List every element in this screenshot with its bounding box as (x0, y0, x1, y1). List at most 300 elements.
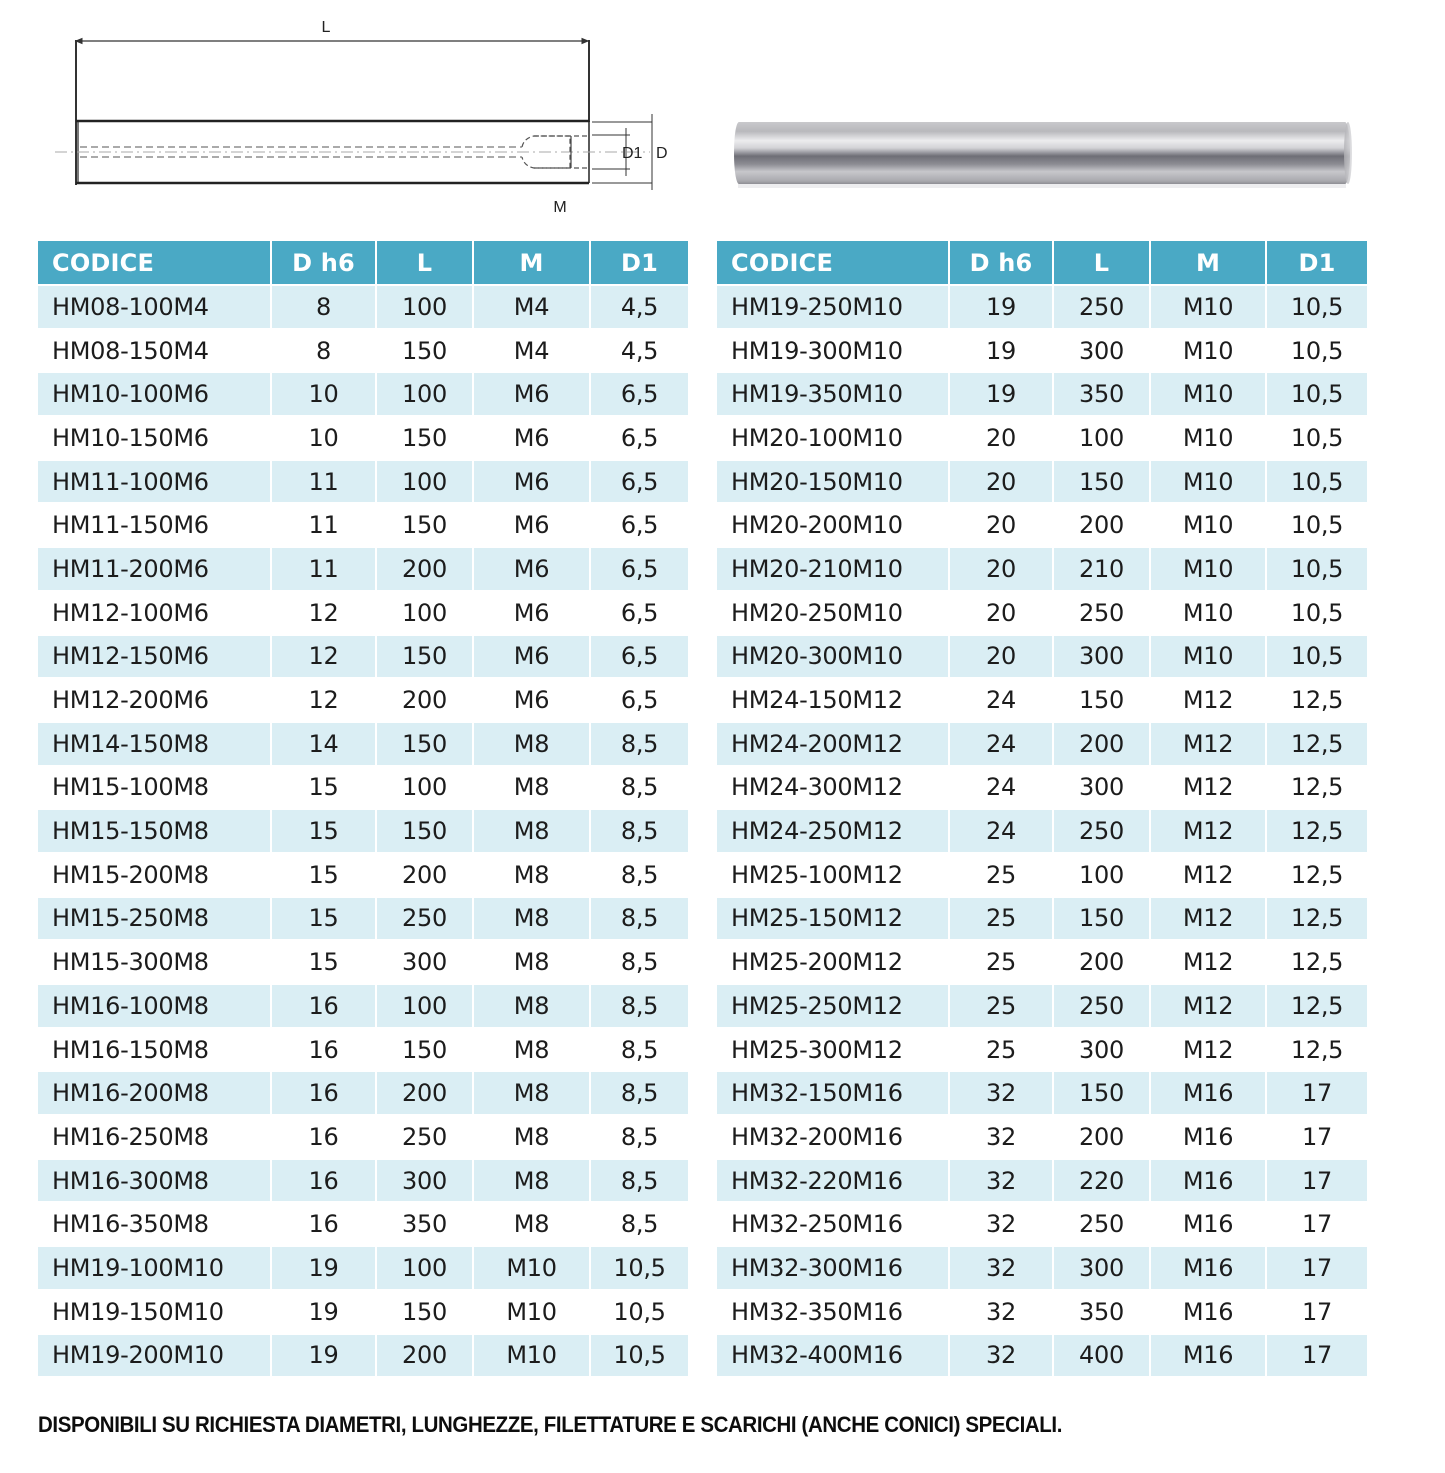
cell-diameter: 20 (950, 548, 1054, 592)
table-row (38, 1029, 688, 1073)
table-header-row (717, 241, 1367, 286)
cell-codice: HM11-100M6 (38, 461, 272, 505)
cell-diameter: 16 (272, 1029, 377, 1073)
cell-length: 200 (377, 854, 474, 898)
cell-thread: M8 (474, 985, 591, 1029)
cell-codice: HM08-100M4 (38, 286, 272, 330)
cell-codice: HM24-200M12 (717, 723, 950, 767)
cell-codice: HM19-250M10 (717, 286, 950, 330)
cell-inner-diameter: 17 (1267, 1291, 1367, 1335)
cell-inner-diameter: 8,5 (591, 810, 688, 854)
cell-diameter: 24 (950, 679, 1054, 723)
cell-length: 100 (377, 985, 474, 1029)
cell-diameter: 19 (950, 286, 1054, 330)
cell-inner-diameter: 10,5 (1267, 373, 1367, 417)
cell-length: 150 (377, 1291, 474, 1335)
cell-length: 300 (1054, 330, 1151, 374)
cell-inner-diameter: 10,5 (591, 1247, 688, 1291)
cell-codice: HM20-210M10 (717, 548, 950, 592)
label-inner-diameter: D1 (622, 145, 643, 162)
cell-thread: M12 (1151, 679, 1267, 723)
cell-codice: HM16-100M8 (38, 985, 272, 1029)
cell-codice: HM19-200M10 (38, 1335, 272, 1379)
table-row (717, 548, 1367, 592)
table-header-row (38, 241, 688, 286)
cell-diameter: 19 (950, 373, 1054, 417)
cell-thread: M8 (474, 1072, 591, 1116)
cell-length: 200 (377, 1335, 474, 1379)
cell-codice: HM32-200M16 (717, 1116, 950, 1160)
table-row (38, 417, 688, 461)
cell-length: 250 (1054, 810, 1151, 854)
cell-inner-diameter: 8,5 (591, 1116, 688, 1160)
cell-thread: M8 (474, 1203, 591, 1247)
cell-diameter: 32 (950, 1160, 1054, 1204)
cell-codice: HM11-150M6 (38, 504, 272, 548)
cell-inner-diameter: 6,5 (591, 461, 688, 505)
cell-codice: HM16-200M8 (38, 1072, 272, 1116)
cell-thread: M10 (1151, 461, 1267, 505)
cell-diameter: 16 (272, 985, 377, 1029)
table-row (717, 723, 1367, 767)
cell-inner-diameter: 10,5 (1267, 636, 1367, 680)
cell-diameter: 16 (272, 1072, 377, 1116)
table-row (38, 636, 688, 680)
label-diameter: D (656, 145, 668, 162)
table-row (717, 679, 1367, 723)
cell-inner-diameter: 12,5 (1267, 679, 1367, 723)
cell-inner-diameter: 10,5 (1267, 592, 1367, 636)
length-dimension (76, 39, 589, 186)
cell-codice: HM15-100M8 (38, 767, 272, 811)
table-row (717, 1116, 1367, 1160)
cell-thread: M8 (474, 1160, 591, 1204)
cell-thread: M10 (1151, 373, 1267, 417)
table-row (38, 941, 688, 985)
cell-thread: M10 (1151, 330, 1267, 374)
cell-thread: M4 (474, 330, 591, 374)
cell-diameter: 10 (272, 417, 377, 461)
cell-diameter: 25 (950, 1029, 1054, 1073)
cell-length: 210 (1054, 548, 1151, 592)
cell-inner-diameter: 10,5 (1267, 286, 1367, 330)
cell-diameter: 32 (950, 1291, 1054, 1335)
cell-length: 300 (1054, 767, 1151, 811)
cell-thread: M10 (1151, 592, 1267, 636)
cell-thread: M12 (1151, 898, 1267, 942)
table-row (38, 1247, 688, 1291)
cell-length: 150 (1054, 898, 1151, 942)
cell-thread: M10 (1151, 286, 1267, 330)
cell-thread: M10 (474, 1291, 591, 1335)
table-row (717, 636, 1367, 680)
table-row (717, 417, 1367, 461)
cell-diameter: 19 (950, 330, 1054, 374)
table-row (38, 810, 688, 854)
cell-codice: HM15-200M8 (38, 854, 272, 898)
cell-length: 200 (377, 1072, 474, 1116)
cell-length: 300 (1054, 636, 1151, 680)
cell-inner-diameter: 10,5 (591, 1291, 688, 1335)
cell-diameter: 19 (272, 1247, 377, 1291)
cell-length: 150 (377, 723, 474, 767)
cell-length: 350 (1054, 373, 1151, 417)
cell-thread: M10 (474, 1335, 591, 1379)
cell-inner-diameter: 4,5 (591, 330, 688, 374)
cell-length: 300 (377, 941, 474, 985)
cell-thread: M16 (1151, 1072, 1267, 1116)
cell-thread: M6 (474, 504, 591, 548)
cell-diameter: 12 (272, 636, 377, 680)
cell-codice: HM15-150M8 (38, 810, 272, 854)
cell-diameter: 15 (272, 854, 377, 898)
cell-inner-diameter: 12,5 (1267, 941, 1367, 985)
table-row (38, 373, 688, 417)
table-row (38, 1203, 688, 1247)
table-row (38, 286, 688, 330)
table-row (38, 1072, 688, 1116)
cell-length: 250 (377, 1116, 474, 1160)
table-row (717, 286, 1367, 330)
cell-inner-diameter: 12,5 (1267, 767, 1367, 811)
cell-thread: M10 (1151, 504, 1267, 548)
cell-length: 150 (377, 636, 474, 680)
cell-diameter: 16 (272, 1160, 377, 1204)
cell-diameter: 20 (950, 592, 1054, 636)
cell-diameter: 11 (272, 461, 377, 505)
table-row (717, 767, 1367, 811)
cell-diameter: 15 (272, 898, 377, 942)
cell-inner-diameter: 6,5 (591, 373, 688, 417)
footer-note: DISPONIBILI SU RICHIESTA DIAMETRI, LUNGHEZZE, FILETTATURE E SCARICHI (ANCHE CONICI) SPECIALI. (38, 1412, 1063, 1437)
cell-thread: M12 (1151, 723, 1267, 767)
cell-thread: M10 (474, 1247, 591, 1291)
cell-thread: M8 (474, 723, 591, 767)
cell-length: 250 (1054, 286, 1151, 330)
cell-length: 250 (1054, 1203, 1151, 1247)
cell-thread: M6 (474, 417, 591, 461)
cell-inner-diameter: 12,5 (1267, 810, 1367, 854)
cell-diameter: 20 (950, 417, 1054, 461)
cell-inner-diameter: 12,5 (1267, 854, 1367, 898)
cell-codice: HM25-100M12 (717, 854, 950, 898)
cell-thread: M6 (474, 461, 591, 505)
cell-thread: M16 (1151, 1116, 1267, 1160)
cell-codice: HM20-250M10 (717, 592, 950, 636)
header-length: L (1054, 241, 1151, 286)
header-diameter: D h6 (950, 241, 1054, 286)
cell-diameter: 20 (950, 636, 1054, 680)
cell-inner-diameter: 4,5 (591, 286, 688, 330)
cell-inner-diameter: 6,5 (591, 548, 688, 592)
cell-inner-diameter: 12,5 (1267, 1029, 1367, 1073)
header-diameter: D h6 (272, 241, 377, 286)
cell-diameter: 12 (272, 592, 377, 636)
header-thread: M (1151, 241, 1267, 286)
cell-inner-diameter: 6,5 (591, 636, 688, 680)
cell-diameter: 32 (950, 1203, 1054, 1247)
cell-diameter: 15 (272, 810, 377, 854)
cell-diameter: 24 (950, 723, 1054, 767)
table-row (717, 504, 1367, 548)
cell-inner-diameter: 17 (1267, 1160, 1367, 1204)
cell-thread: M6 (474, 548, 591, 592)
cell-inner-diameter: 10,5 (1267, 417, 1367, 461)
header-codice: CODICE (38, 241, 272, 286)
cell-inner-diameter: 6,5 (591, 417, 688, 461)
header-thread: M (474, 241, 591, 286)
cell-inner-diameter: 10,5 (1267, 461, 1367, 505)
table-row (38, 767, 688, 811)
cell-inner-diameter: 10,5 (1267, 504, 1367, 548)
table-row (38, 548, 688, 592)
cell-diameter: 8 (272, 286, 377, 330)
table-row (717, 1247, 1367, 1291)
cell-length: 100 (377, 373, 474, 417)
header-inner-diameter: D1 (591, 241, 688, 286)
table-row (717, 1029, 1367, 1073)
cell-codice: HM11-200M6 (38, 548, 272, 592)
cell-diameter: 20 (950, 461, 1054, 505)
cell-codice: HM12-150M6 (38, 636, 272, 680)
cell-codice: HM32-250M16 (717, 1203, 950, 1247)
cell-codice: HM16-250M8 (38, 1116, 272, 1160)
cell-length: 150 (1054, 461, 1151, 505)
header-codice: CODICE (717, 241, 950, 286)
cell-thread: M10 (1151, 417, 1267, 461)
cell-inner-diameter: 8,5 (591, 854, 688, 898)
cell-diameter: 8 (272, 330, 377, 374)
cell-codice: HM32-400M16 (717, 1335, 950, 1379)
cell-thread: M12 (1151, 1029, 1267, 1073)
cell-length: 200 (377, 548, 474, 592)
cell-inner-diameter: 17 (1267, 1247, 1367, 1291)
cell-length: 150 (377, 810, 474, 854)
cell-thread: M16 (1151, 1203, 1267, 1247)
cell-diameter: 19 (272, 1291, 377, 1335)
table-row (717, 461, 1367, 505)
cell-codice: HM20-150M10 (717, 461, 950, 505)
cell-codice: HM12-200M6 (38, 679, 272, 723)
cell-length: 100 (377, 1247, 474, 1291)
cell-thread: M10 (1151, 548, 1267, 592)
cell-inner-diameter: 6,5 (591, 592, 688, 636)
cell-inner-diameter: 17 (1267, 1072, 1367, 1116)
cell-diameter: 14 (272, 723, 377, 767)
cell-codice: HM12-100M6 (38, 592, 272, 636)
table-row (38, 504, 688, 548)
table-row (38, 985, 688, 1029)
cell-codice: HM25-200M12 (717, 941, 950, 985)
cell-length: 200 (1054, 1116, 1151, 1160)
cell-diameter: 11 (272, 504, 377, 548)
cell-thread: M8 (474, 810, 591, 854)
table-row (717, 1335, 1367, 1379)
cell-diameter: 19 (272, 1335, 377, 1379)
cell-length: 150 (1054, 679, 1151, 723)
table-row (717, 1160, 1367, 1204)
cell-length: 220 (1054, 1160, 1151, 1204)
cell-length: 100 (377, 286, 474, 330)
cell-codice: HM25-150M12 (717, 898, 950, 942)
cell-inner-diameter: 17 (1267, 1335, 1367, 1379)
table-row (717, 592, 1367, 636)
cell-codice: HM19-350M10 (717, 373, 950, 417)
cell-thread: M16 (1151, 1160, 1267, 1204)
cell-codice: HM15-300M8 (38, 941, 272, 985)
cell-diameter: 25 (950, 941, 1054, 985)
cell-inner-diameter: 8,5 (591, 898, 688, 942)
spec-table-right (717, 241, 1367, 1378)
table-row (717, 1291, 1367, 1335)
cell-thread: M16 (1151, 1291, 1267, 1335)
table-row (38, 854, 688, 898)
table-row (38, 461, 688, 505)
cell-codice: HM14-150M8 (38, 723, 272, 767)
cell-length: 300 (377, 1160, 474, 1204)
cell-thread: M6 (474, 679, 591, 723)
cell-codice: HM32-220M16 (717, 1160, 950, 1204)
cell-thread: M12 (1151, 810, 1267, 854)
cell-diameter: 10 (272, 373, 377, 417)
cell-length: 150 (377, 504, 474, 548)
cell-inner-diameter: 8,5 (591, 1072, 688, 1116)
technical-drawing (40, 0, 690, 230)
cell-inner-diameter: 10,5 (1267, 548, 1367, 592)
cell-diameter: 25 (950, 985, 1054, 1029)
cell-thread: M12 (1151, 854, 1267, 898)
cell-thread: M12 (1151, 941, 1267, 985)
table-row (38, 330, 688, 374)
cell-diameter: 16 (272, 1116, 377, 1160)
cell-codice: HM20-300M10 (717, 636, 950, 680)
cell-length: 250 (377, 898, 474, 942)
cell-diameter: 25 (950, 898, 1054, 942)
cell-thread: M12 (1151, 767, 1267, 811)
cell-diameter: 32 (950, 1116, 1054, 1160)
cell-diameter: 12 (272, 679, 377, 723)
cell-codice: HM25-250M12 (717, 985, 950, 1029)
cell-thread: M4 (474, 286, 591, 330)
cell-codice: HM08-150M4 (38, 330, 272, 374)
cell-length: 100 (377, 767, 474, 811)
cell-diameter: 20 (950, 504, 1054, 548)
cell-diameter: 24 (950, 767, 1054, 811)
spec-table-left (38, 241, 688, 1378)
cell-codice: HM20-200M10 (717, 504, 950, 548)
cell-inner-diameter: 6,5 (591, 679, 688, 723)
cell-inner-diameter: 17 (1267, 1203, 1367, 1247)
table-row (717, 330, 1367, 374)
cell-codice: HM16-300M8 (38, 1160, 272, 1204)
header-length: L (377, 241, 474, 286)
cell-thread: M8 (474, 1116, 591, 1160)
cell-codice: HM16-350M8 (38, 1203, 272, 1247)
cell-thread: M6 (474, 636, 591, 680)
cell-length: 400 (1054, 1335, 1151, 1379)
cell-diameter: 32 (950, 1247, 1054, 1291)
table-row (38, 1291, 688, 1335)
cell-codice: HM24-150M12 (717, 679, 950, 723)
cell-diameter: 11 (272, 548, 377, 592)
table-row (717, 854, 1367, 898)
cell-thread: M8 (474, 767, 591, 811)
table-row (717, 1203, 1367, 1247)
cell-length: 100 (1054, 417, 1151, 461)
table-row (38, 723, 688, 767)
cell-codice: HM32-150M16 (717, 1072, 950, 1116)
cell-length: 300 (1054, 1029, 1151, 1073)
table-row (38, 1160, 688, 1204)
cell-thread: M10 (1151, 636, 1267, 680)
cell-thread: M8 (474, 898, 591, 942)
cell-codice: HM32-300M16 (717, 1247, 950, 1291)
cell-codice: HM10-100M6 (38, 373, 272, 417)
cell-codice: HM24-250M12 (717, 810, 950, 854)
cell-length: 250 (1054, 985, 1151, 1029)
table-row (38, 1116, 688, 1160)
cell-inner-diameter: 12,5 (1267, 985, 1367, 1029)
label-length: L (321, 19, 331, 36)
cell-inner-diameter: 8,5 (591, 723, 688, 767)
cell-length: 200 (1054, 723, 1151, 767)
cell-thread: M6 (474, 373, 591, 417)
cell-codice: HM10-150M6 (38, 417, 272, 461)
cell-diameter: 15 (272, 767, 377, 811)
cell-length: 200 (1054, 941, 1151, 985)
cell-codice: HM19-100M10 (38, 1247, 272, 1291)
cell-codice: HM16-150M8 (38, 1029, 272, 1073)
cell-length: 100 (1054, 854, 1151, 898)
cell-codice: HM15-250M8 (38, 898, 272, 942)
table-row (38, 1335, 688, 1379)
header-inner-diameter: D1 (1267, 241, 1367, 286)
cell-codice: HM24-300M12 (717, 767, 950, 811)
cell-diameter: 32 (950, 1072, 1054, 1116)
cell-thread: M8 (474, 854, 591, 898)
cell-inner-diameter: 8,5 (591, 941, 688, 985)
cell-thread: M16 (1151, 1335, 1267, 1379)
cell-length: 100 (377, 592, 474, 636)
cell-inner-diameter: 8,5 (591, 1160, 688, 1204)
cell-inner-diameter: 8,5 (591, 767, 688, 811)
cell-length: 100 (377, 461, 474, 505)
product-photo-rod (728, 118, 1358, 190)
cell-thread: M6 (474, 592, 591, 636)
cell-codice: HM25-300M12 (717, 1029, 950, 1073)
cell-length: 350 (1054, 1291, 1151, 1335)
cell-length: 300 (1054, 1247, 1151, 1291)
cell-thread: M8 (474, 941, 591, 985)
cell-length: 150 (377, 330, 474, 374)
label-thread: M (553, 199, 567, 216)
cell-diameter: 16 (272, 1203, 377, 1247)
cell-codice: HM32-350M16 (717, 1291, 950, 1335)
cell-diameter: 15 (272, 941, 377, 985)
table-row (717, 810, 1367, 854)
table-row (38, 592, 688, 636)
cell-length: 250 (1054, 592, 1151, 636)
cell-diameter: 25 (950, 854, 1054, 898)
cell-diameter: 32 (950, 1335, 1054, 1379)
cell-inner-diameter: 10,5 (591, 1335, 688, 1379)
table-row (717, 985, 1367, 1029)
cell-codice: HM19-150M10 (38, 1291, 272, 1335)
cell-length: 200 (1054, 504, 1151, 548)
cell-thread: M8 (474, 1029, 591, 1073)
cell-inner-diameter: 12,5 (1267, 898, 1367, 942)
table-row (38, 679, 688, 723)
